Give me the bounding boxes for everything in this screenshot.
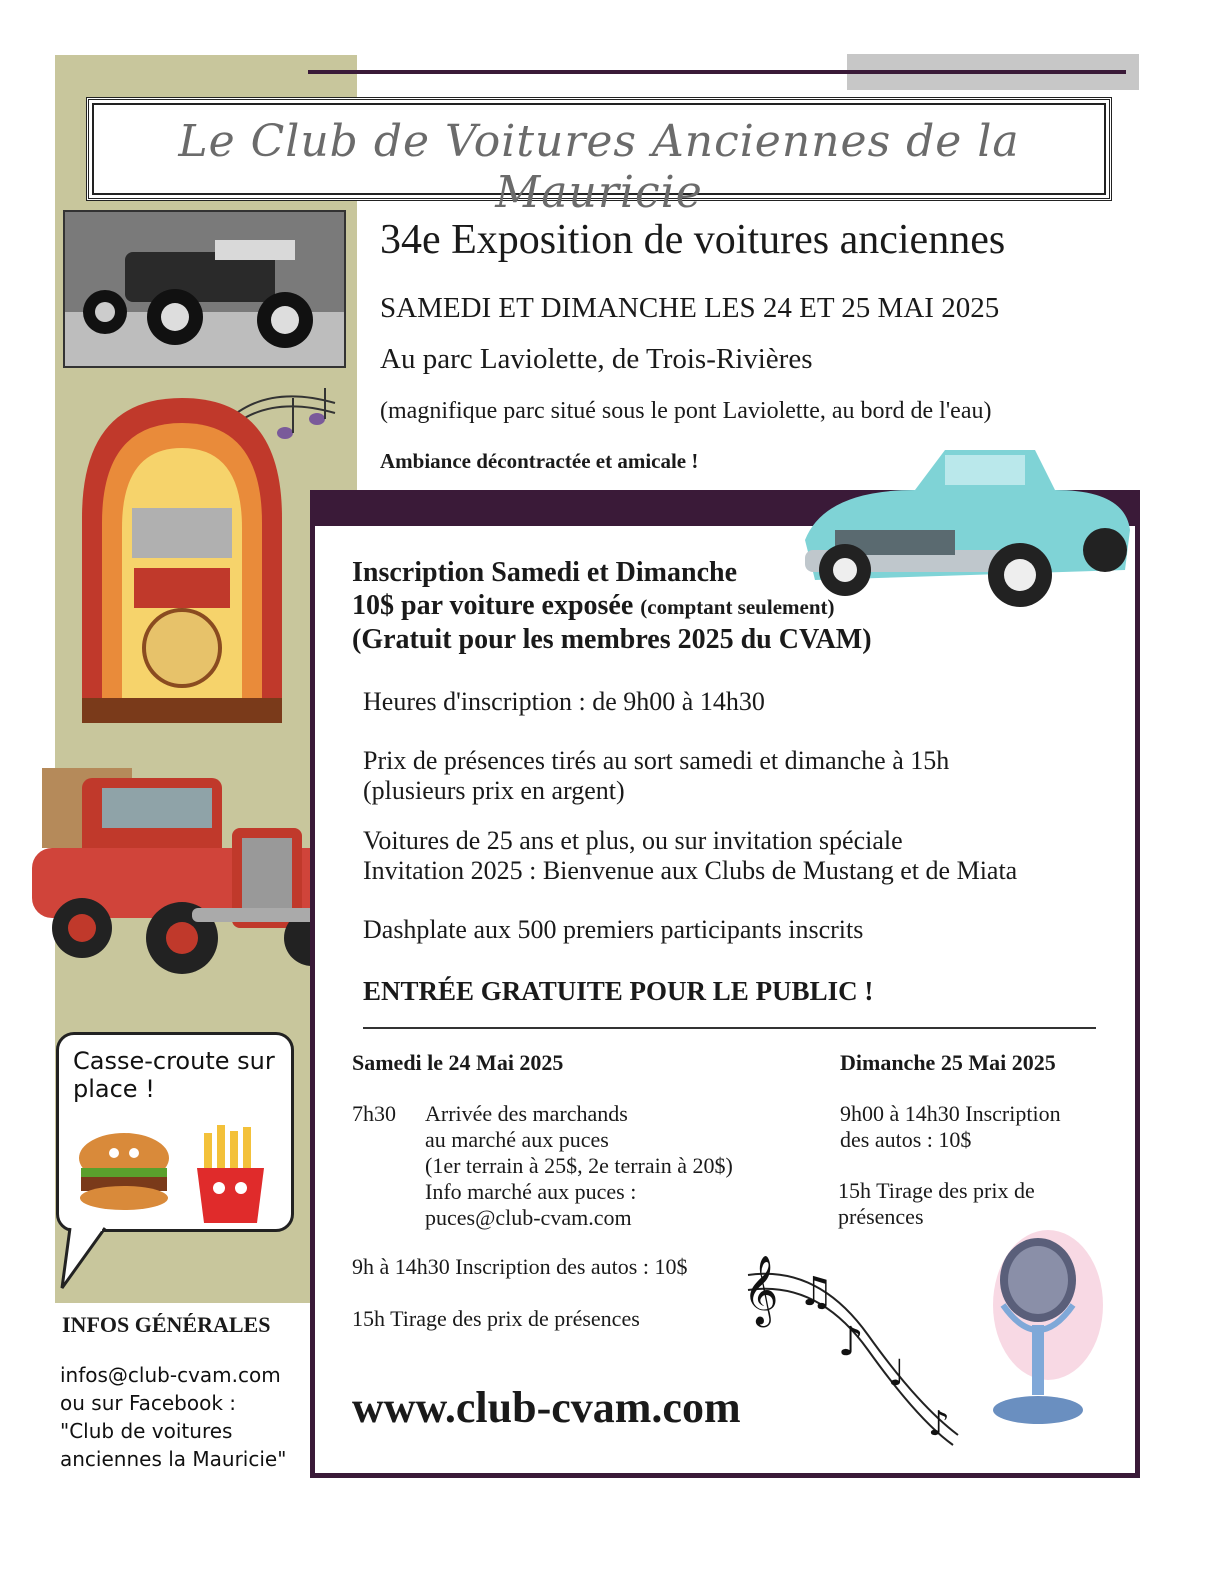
invitation-2025: Invitation 2025 : Bienvenue aux Clubs de Mustang et de Miata <box>363 856 1018 885</box>
saturday-item-3: 15h Tirage des prix de présences <box>352 1306 640 1331</box>
saturday-item-1-line-4: Info marché aux puces : <box>425 1179 637 1204</box>
saturday-item-2: 9h à 14h30 Inscription des autos : 10$ <box>352 1254 688 1279</box>
saturday-item-1-line-3: (1er terrain à 25$, 2e terrain à 20$) <box>425 1153 733 1178</box>
ambiance-text: Ambiance décontractée et amicale ! <box>380 449 699 473</box>
registration-fee-note: (comptant seulement) <box>640 595 835 619</box>
vintage-car-photo <box>63 210 346 368</box>
top-divider-line <box>308 70 1126 74</box>
location-note: (magnifique parc situé sous le pont Laviolette, au bord de l'eau) <box>380 398 992 424</box>
vintage-car-icon <box>65 212 348 370</box>
dashplate-text: Dashplate aux 500 premiers participants inscrits <box>363 915 864 944</box>
sunday-item-2-line-2: présences <box>838 1204 924 1229</box>
sunday-item-1-line-2: des autos : 10$ <box>840 1127 972 1152</box>
sunday-item-1 <box>840 1101 1061 1153</box>
club-title: Le Club de Voitures Anciennes de la Mauricie <box>178 116 1020 218</box>
music-staff-icon <box>738 1235 968 1450</box>
microphone-icon <box>978 1225 1103 1435</box>
infos-facebook-line-2: "Club de voitures <box>60 1419 233 1443</box>
free-entry-banner: ENTRÉE GRATUITE POUR LE PUBLIC ! <box>363 976 874 1006</box>
sunday-item-2 <box>838 1178 1035 1230</box>
registration-hours: Heures d'inscription : de 9h00 à 14h30 <box>363 687 765 716</box>
turquoise-car-icon <box>805 430 1135 610</box>
red-truck-icon <box>22 748 344 978</box>
saturday-heading: Samedi le 24 Mai 2025 <box>352 1050 564 1075</box>
registration-days: Inscription Samedi et Dimanche <box>352 557 737 588</box>
exposition-heading: 34e Exposition de voitures anciennes <box>380 217 1006 263</box>
flea-market-email[interactable]: puces@club-cvam.com <box>425 1205 632 1230</box>
jukebox-icon <box>72 398 292 723</box>
infos-heading: INFOS GÉNÉRALES <box>62 1312 271 1337</box>
prizes-line-2: (plusieurs prix en argent) <box>363 776 625 805</box>
bubble-line-1: Casse-croute sur <box>73 1047 275 1075</box>
saturday-item-1-line-1: Arrivée des marchands <box>425 1101 628 1126</box>
prizes-line-1: Prix de présences tirés au sort samedi et dimanche à 15h <box>363 746 950 775</box>
svg-text:♫: ♫ <box>798 1269 834 1315</box>
sunday-item-2-line-1: 15h Tirage des prix de <box>838 1178 1035 1203</box>
burger-fries-icon <box>69 1113 284 1223</box>
svg-text:♩: ♩ <box>888 1353 905 1394</box>
registration-fee-text: 10$ par voiture exposée <box>352 590 634 621</box>
svg-text:♪: ♪ <box>838 1319 864 1365</box>
event-location: Au parc Laviolette, de Trois-Rivières <box>380 343 813 375</box>
bubble-line-2: place ! <box>73 1075 155 1103</box>
infos-facebook-line-1: ou sur Facebook : <box>60 1391 237 1415</box>
registration-free-members: (Gratuit pour les membres 2025 du CVAM) <box>352 624 872 655</box>
snack-bubble <box>56 1032 294 1232</box>
cars-eligibility: Voitures de 25 ans et plus, ou sur invitation spéciale <box>363 826 903 855</box>
event-dates: SAMEDI ET DIMANCHE LES 24 ET 25 MAI 2025 <box>380 292 1000 324</box>
svg-text:♪: ♪ <box>928 1404 950 1444</box>
bubble-tail-icon <box>60 1228 120 1293</box>
infos-block <box>60 1361 286 1473</box>
title-banner <box>86 97 1112 218</box>
saturday-item-1-line-2: au marché aux puces <box>425 1127 609 1152</box>
sunday-item-1-line-1: 9h00 à 14h30 Inscription <box>840 1101 1061 1126</box>
infos-facebook-line-3: anciennes la Mauricie" <box>60 1447 287 1471</box>
svg-text:𝄞: 𝄞 <box>743 1255 779 1325</box>
website-url[interactable]: www.club-cvam.com <box>352 1383 741 1432</box>
bubble-text <box>73 1047 275 1103</box>
schedule-divider <box>363 1027 1096 1029</box>
saturday-item-1 <box>425 1101 733 1231</box>
sunday-heading: Dimanche 25 Mai 2025 <box>840 1050 1056 1075</box>
infos-email[interactable]: infos@club-cvam.com <box>60 1363 281 1387</box>
registration-fee <box>352 590 835 622</box>
saturday-time-1: 7h30 <box>352 1101 396 1126</box>
